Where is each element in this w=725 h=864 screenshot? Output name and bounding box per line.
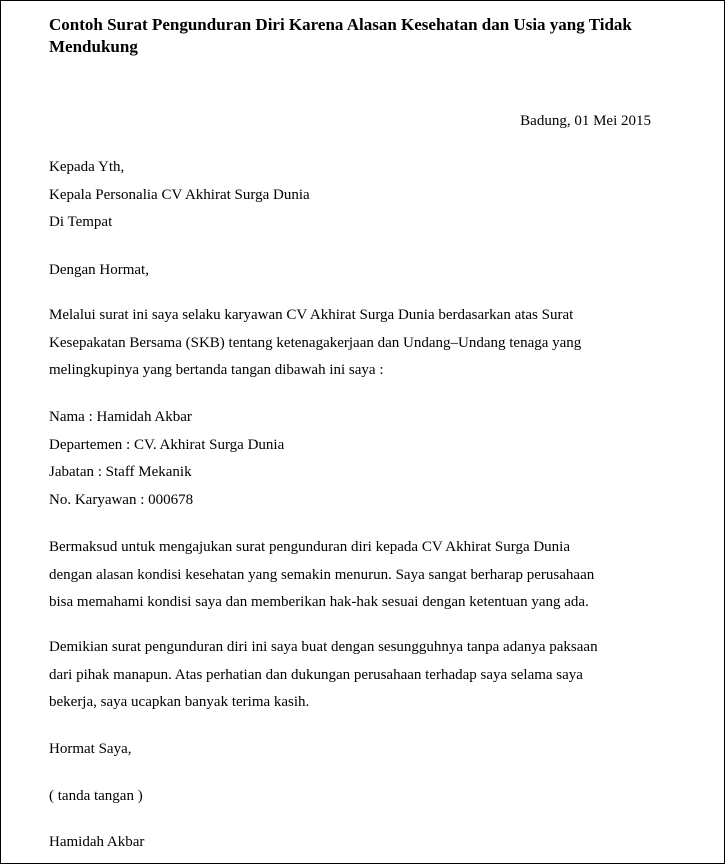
identity-name: Nama : Hamidah Akbar bbox=[49, 409, 192, 425]
identity-position: Jabatan : Staff Mekanik bbox=[49, 464, 192, 480]
recipient-location: Di Tempat bbox=[49, 214, 113, 230]
body-paragraph-1-line: bisa memahami kondisi saya dan memberikan hak-hak sesuai dengan ketentuan yang ada. bbox=[49, 594, 589, 610]
recipient-salutation: Kepada Yth, bbox=[49, 159, 125, 175]
body-paragraph-1-line: dengan alasan kondisi kesehatan yang semakin menurun. Saya sangat berharap perusahaan bbox=[49, 567, 595, 583]
intro-line: melingkupinya yang bertanda tangan dibawah ini saya : bbox=[49, 362, 384, 378]
intro-line: Kesepakatan Bersama (SKB) tentang ketenagakerjaan dan Undang–Undang tenaga yang bbox=[49, 335, 582, 351]
identity-department: Departemen : CV. Akhirat Surga Dunia bbox=[49, 437, 285, 453]
intro-line: Melalui surat ini saya selaku karyawan CV Akhirat Surga Dunia berdasarkan atas Surat bbox=[49, 307, 574, 323]
document-title: Contoh Surat Pengunduran Diri Karena Alasan Kesehatan dan Usia yang Tidak Mendukung bbox=[49, 15, 632, 56]
signature-placeholder: ( tanda tangan ) bbox=[49, 788, 143, 804]
body-paragraph-1-line: Bermaksud untuk mengajukan surat pengunduran diri kepada CV Akhirat Surga Dunia bbox=[49, 539, 571, 555]
body-paragraph-2-line: dari pihak manapun. Atas perhatian dan dukungan perusahaan terhadap saya selama saya bbox=[49, 667, 583, 683]
identity-employee-no: No. Karyawan : 000678 bbox=[49, 492, 194, 508]
signer-name: Hamidah Akbar bbox=[49, 834, 145, 850]
closing: Hormat Saya, bbox=[49, 741, 132, 757]
greeting: Dengan Hormat, bbox=[49, 262, 149, 278]
letter-date: Badung, 01 Mei 2015 bbox=[520, 113, 651, 129]
body-paragraph-2-line: bekerja, saya ucapkan banyak terima kasih. bbox=[49, 694, 310, 710]
recipient-title: Kepala Personalia CV Akhirat Surga Dunia bbox=[49, 187, 310, 203]
body-paragraph-2-line: Demikian surat pengunduran diri ini saya buat dengan sesungguhnya tanpa adanya paksaan bbox=[49, 639, 598, 655]
